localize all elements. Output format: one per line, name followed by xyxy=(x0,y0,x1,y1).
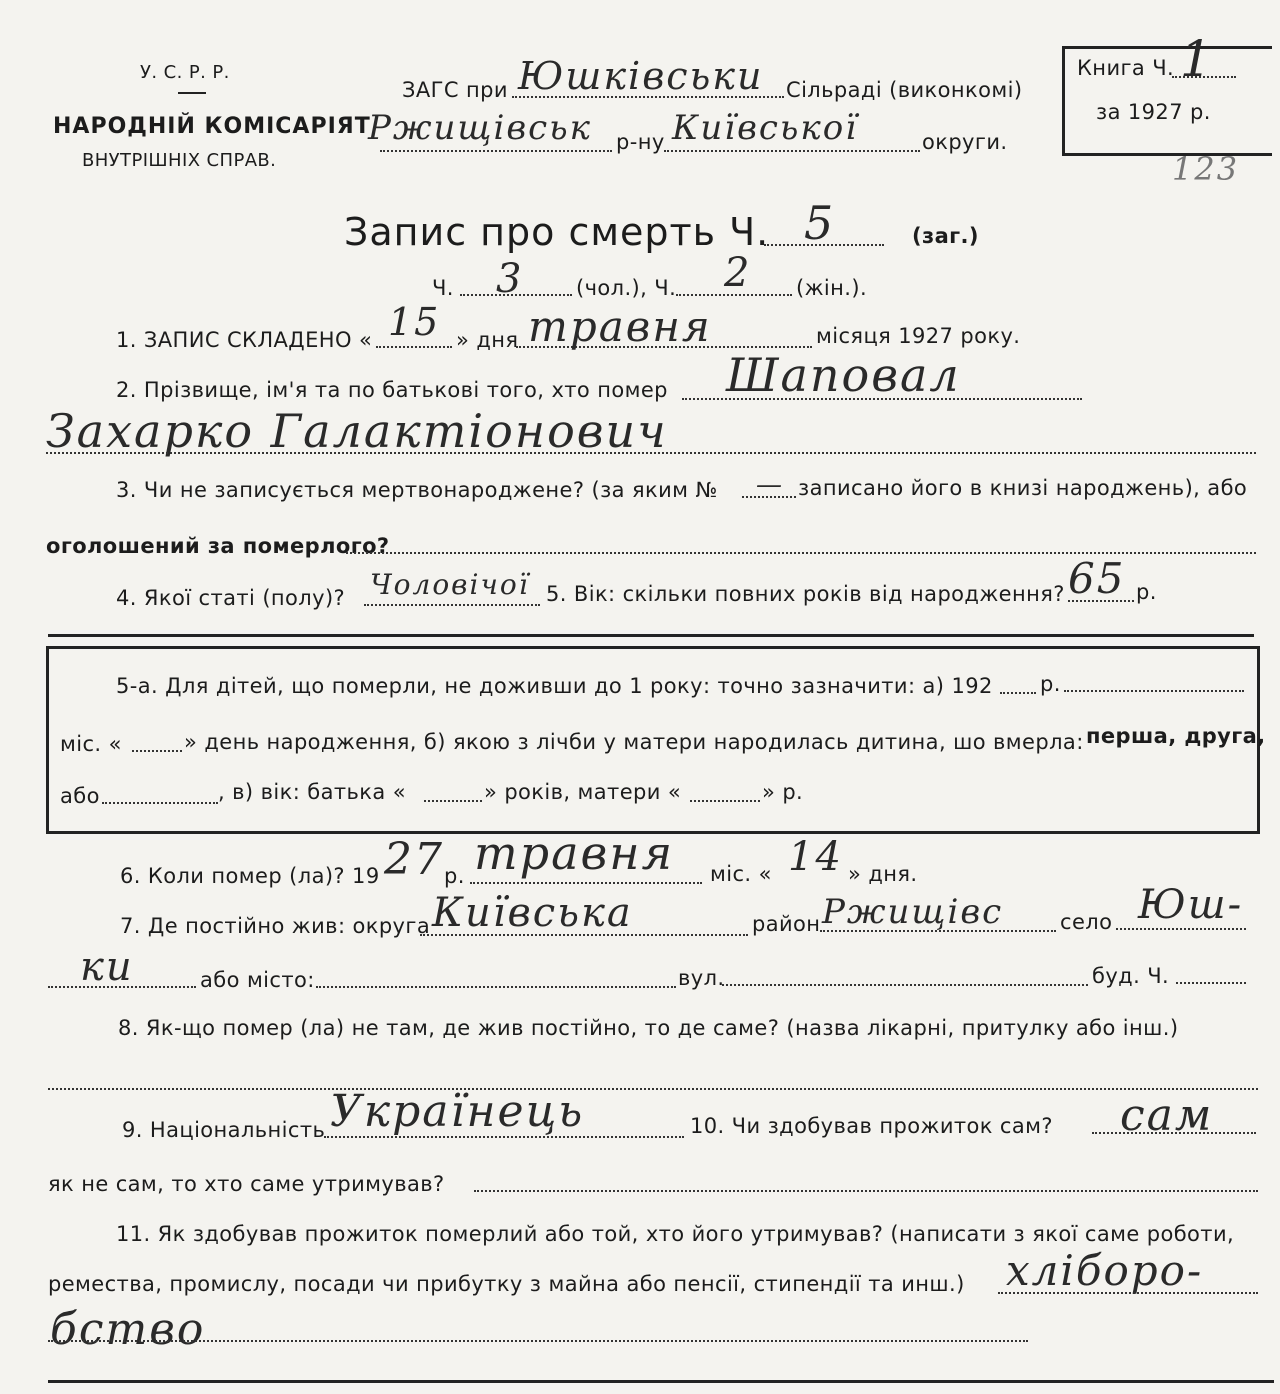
zags-handwritten: Юшківськи xyxy=(518,54,764,98)
box-line2-mid: » день народження, б) якою з лічби у матери народилась дитина, шо вмерла: xyxy=(184,730,1084,754)
item1-month-handwritten: травня xyxy=(528,302,712,351)
section-rule-top xyxy=(48,634,1254,637)
item4-label: 4. Якої статі (полу)? xyxy=(116,586,346,610)
item3-number-handwritten: — xyxy=(756,470,784,500)
box-line1: 5-а. Для дітей, що померли, не доживши до 1 року: точно зазначити: а) 192 xyxy=(116,674,993,698)
commissariat-title: НАРОДНІЙ КОМІСАРІЯТ xyxy=(53,114,371,139)
item9-handwritten: Українець xyxy=(330,1086,585,1137)
item11-handwritten-2: бство xyxy=(50,1304,206,1355)
item5-label: 5. Вік: скільки повних років від народження? xyxy=(546,582,1065,606)
item11-line2: ремества, промислу, посади чи прибутку з майна або пенсії, стипендії та инш.) xyxy=(48,1272,965,1296)
item3-line1: 3. Чи не записується мертвонароджене? (за яким № xyxy=(116,478,718,502)
item1-day-handwritten: 15 xyxy=(388,300,441,344)
box-line1-end: р. xyxy=(1040,672,1061,696)
item10-handwritten: сам xyxy=(1120,1090,1214,1141)
box-father-line xyxy=(424,800,482,802)
item6-month-line xyxy=(470,882,702,884)
item2-surname-handwritten: Шаповал xyxy=(726,348,961,402)
box-line2-start: міс. « xyxy=(60,732,122,756)
box-line3-mid: , в) вік: батька « xyxy=(218,780,406,804)
item11-line2-fill xyxy=(48,1340,1028,1342)
box-line2-bold: перша, друга, xyxy=(1086,724,1266,748)
item8-label: 8. Як-що помер (ла) не там, де жив постійно, то де саме? (назва лікарні, притулку або інш.) xyxy=(118,1016,1179,1040)
okruha-line xyxy=(664,150,920,152)
item6-day-handwritten: 14 xyxy=(788,834,843,880)
box-line3-end: » р. xyxy=(762,780,804,804)
item6-r: р. xyxy=(444,864,465,888)
item5-age-handwritten: 65 xyxy=(1068,554,1126,603)
female-count-handwritten: 2 xyxy=(724,250,752,296)
item7-bud-line xyxy=(1176,982,1246,984)
item6-month-handwritten: травня xyxy=(474,826,675,880)
item7-bud-label: буд. Ч. xyxy=(1092,964,1170,988)
item3-line2: оголошений за померлого? xyxy=(46,534,390,558)
box-line3-mid2: » років, матери « xyxy=(484,780,682,804)
section-rule-bottom xyxy=(48,1380,1274,1383)
item6-year-handwritten: 27 xyxy=(384,834,444,885)
box-year-line xyxy=(1000,692,1036,694)
book-box-bottom xyxy=(1062,153,1272,156)
item10-label: 10. Чи здобував прожиток сам? xyxy=(690,1114,1053,1138)
commissariat-subtitle: ВНУТРІШНІХ СПРАВ. xyxy=(82,150,277,171)
item7-selo-line xyxy=(1116,928,1246,930)
box-line3-start: або xyxy=(60,784,100,808)
item7-vul-line xyxy=(722,984,1088,986)
item11-handwritten-1: хлібoро- xyxy=(1006,1246,1204,1295)
item7-okruha-handwritten: Київська xyxy=(432,890,633,936)
zags-suffix: Сільраді (виконкомі) xyxy=(786,78,1023,102)
item1-label: 1. ЗАПИС СКЛАДЕНО « xyxy=(116,328,373,352)
item1-end: місяця 1927 року. xyxy=(816,324,1021,348)
item4-sex-handwritten: Чоловічої xyxy=(370,568,530,601)
item8-line xyxy=(48,1088,1258,1090)
item6-label: 6. Коли помер (ла)? 19 xyxy=(120,864,380,888)
raion-line xyxy=(380,150,612,152)
book-year: за 1927 р. xyxy=(1096,100,1211,124)
item3-line1-end: записано його в книзі народжень), або xyxy=(798,476,1248,500)
item4-line xyxy=(364,604,540,606)
raion-handwritten: Ржищівськ xyxy=(368,108,592,148)
okruha-label: округи. xyxy=(922,130,1008,154)
box-line1-fill xyxy=(1064,690,1244,692)
item10-line2: як не сам, то хто саме утримував? xyxy=(48,1172,445,1196)
box-day-line xyxy=(132,750,182,752)
header-dash xyxy=(178,92,206,94)
item1-day-line xyxy=(376,346,452,348)
book-box-left xyxy=(1062,46,1065,156)
box-order-line xyxy=(102,802,218,804)
book-label: Книга Ч. xyxy=(1077,56,1175,80)
item5-unit: р. xyxy=(1136,580,1157,604)
item7-selo-handwritten-cont: ки xyxy=(80,944,134,990)
book-number-handwritten: 1 xyxy=(1180,30,1214,88)
item7-misto-label: або місто: xyxy=(200,968,315,992)
item6-mis: міс. « xyxy=(710,862,772,886)
item11-line1: 11. Як здобував прожиток померлий або той, хто його утримував? (написати з якої саме роботи, xyxy=(116,1222,1235,1246)
record-number-handwritten: 5 xyxy=(804,196,836,250)
male-prefix: Ч. xyxy=(432,276,454,300)
item6-end: » дня. xyxy=(848,862,918,886)
male-count-handwritten: 3 xyxy=(496,256,524,302)
okruha-handwritten: Київської xyxy=(672,108,859,148)
item7-selo-label: село xyxy=(1060,910,1113,934)
box-mother-line xyxy=(690,800,760,802)
raion-label: р-ну xyxy=(616,130,665,154)
item7-selo-handwritten: Юш- xyxy=(1138,882,1244,928)
item7-label: 7. Де постійно жив: округа xyxy=(120,914,431,938)
item1-mid: » дня xyxy=(456,328,519,352)
item2-name-handwritten: Захарко Галактіонович xyxy=(46,404,668,458)
item7-vul-label: вул. xyxy=(678,966,725,990)
book-box-top xyxy=(1062,46,1272,49)
item2-name-line xyxy=(46,452,1256,454)
republic-label: У. С. Р. Р. xyxy=(140,62,230,83)
item7-raion-label: район xyxy=(752,912,821,936)
female-label: (жін.). xyxy=(796,276,868,300)
total-label: (заг.) xyxy=(912,224,979,248)
item7-raion-handwritten: Ржищівс xyxy=(822,892,1004,932)
zags-prefix: ЗАГС при xyxy=(402,78,508,102)
male-label: (чол.), Ч. xyxy=(576,276,677,300)
record-title: Запис про смерть Ч. xyxy=(344,210,770,254)
item10-line2-fill xyxy=(474,1190,1258,1192)
item9-label: 9. Національність xyxy=(122,1118,326,1142)
item7-misto-line xyxy=(316,986,676,988)
item2-label: 2. Прізвище, ім'я та по батькові того, хто помер xyxy=(116,378,668,402)
corner-number: 123 xyxy=(1172,150,1240,188)
